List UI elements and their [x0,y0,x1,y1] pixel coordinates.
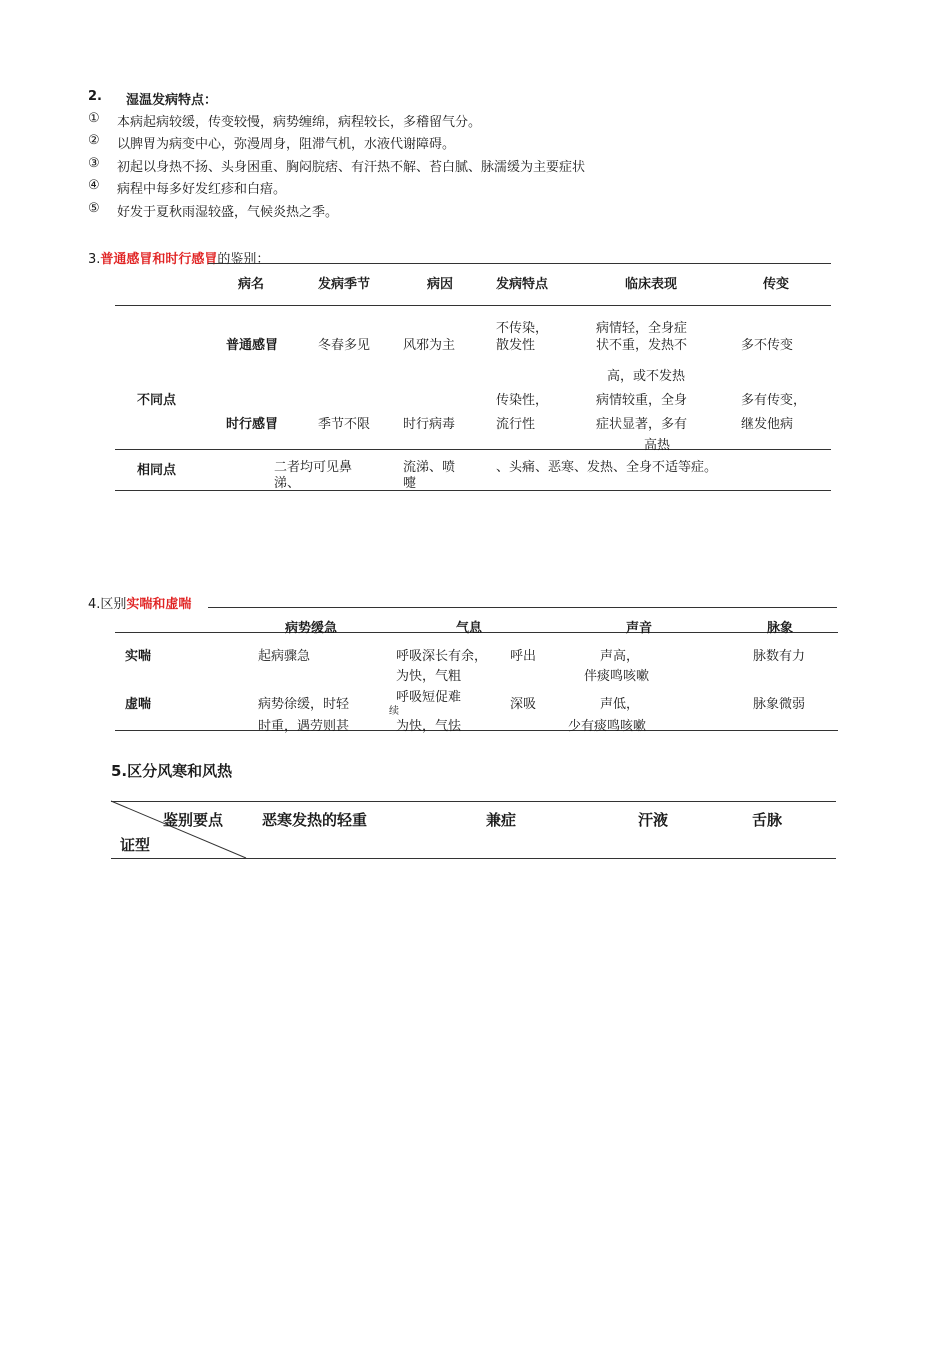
table3-middle-rule [115,449,831,450]
table3-cell: 、头痛、恶寒、发热、全身不适等症。 [496,460,718,475]
list-item-marker: ② [88,133,100,148]
table5-header: 汗液 [638,811,669,829]
table3-row-name: 普通感冒 [226,338,279,353]
list-item-marker: ⑤ [88,201,100,216]
table4-cell: 呼出 [510,649,537,664]
list-item: 病程中每多好发红疹和白瘖。 [117,182,287,197]
table3-header: 病因 [427,277,454,292]
table5-header: 恶寒发热的轻重 [262,811,368,829]
table4-header: 病势缓急 [285,621,338,636]
list-item: 初起以身热不扬、头身困重、胸闷脘痞、有汗热不解、苔白腻、脉濡缓为主要症状 [117,160,586,175]
table3-cell: 症状显著，多有 [596,417,688,432]
table4-cell: 伴痰鸣咳嗽 [584,669,650,684]
section2-number: 2. [88,89,102,104]
section4-title-plain: 区别 [100,597,127,612]
section3-title-highlight: 普通感冒和时行感冒 [100,252,218,267]
section5-title: 5.区分风寒和风热 [111,762,233,780]
list-item: 以脾胃为病变中心，弥漫周身，阻滞气机，水液代谢障碍。 [117,137,456,152]
table3-cell: 涕、 [274,476,301,491]
list-item-marker: ③ [88,156,100,171]
table4-row-name: 虚喘 [125,697,152,712]
section3-heading [88,248,269,267]
table4-cell: 为快，气粗 [396,669,462,684]
table3-cell: 二者均可见鼻 [274,460,353,475]
list-item: 好发于夏秋雨湿较盛，气候炎热之季。 [117,205,339,220]
table4-cell: 声低， [600,697,640,712]
table3-cell: 散发性 [496,338,536,353]
table4-cell: 呼吸短促难 [396,690,462,705]
table4-cell: 病势徐缓，时轻 [258,697,350,712]
table4-cell: 脉象微弱 [753,697,806,712]
table3-cell: 多不传变 [741,338,794,353]
section4-number: 4. [88,597,101,612]
list-item-marker: ① [88,111,100,126]
table4-row-name: 实喘 [125,649,152,664]
table3-bottom-rule [115,490,831,491]
section3-title-rest: 的鉴别： [217,252,270,267]
list-item: 本病起病较缓，传变较慢，病势缠绵，病程较长，多稽留气分。 [117,115,482,130]
table4-cell: 续 [389,706,399,717]
table4-cell: 脉数有力 [753,649,806,664]
table3-cell: 不传染， [496,321,549,336]
table3-cell: 季节不限 [318,417,371,432]
table4-cell: 深吸 [510,697,537,712]
table3-cell: 冬春多见 [318,338,371,353]
table5-corner-top: 鉴别要点 [163,811,224,829]
table3-header-rule [115,305,831,306]
table3-group-diff: 不同点 [137,393,177,408]
table3-header: 临床表现 [625,277,678,292]
table4-cell: 呼吸深长有余， [396,649,488,664]
table3-cell: 流涕、喷 [403,460,456,475]
table4-cell: 声高， [600,649,640,664]
table3-top-rule [208,263,831,264]
table4-cell: 少有痰鸣咳嗽 [568,719,647,734]
table3-cell: 嚏 [403,476,417,491]
table3-cell: 状不重，发热不 [596,338,688,353]
table3-cell: 流行性 [496,417,536,432]
table3-cell: 多有传变， [741,393,807,408]
table3-cell: 高，或不发热 [607,369,686,384]
section2-title: 湿温发病特点： [126,93,218,108]
table4-header-top-rule [208,607,837,608]
table4-header: 声音 [626,621,653,636]
table3-cell: 高热 [644,438,671,453]
table4-bottom-rule [115,730,838,731]
table3-cell: 风邪为主 [403,338,456,353]
table3-header: 病名 [238,277,265,292]
list-item-marker: ④ [88,178,100,193]
table3-cell: 继发他病 [741,417,794,432]
table4-cell: 为快，气怯 [396,719,462,734]
table3-group-same: 相同点 [137,463,177,478]
table4-cell: 起病骤急 [258,649,311,664]
table4-cell: 时重，遇劳则甚 [258,719,350,734]
table5-corner-bottom: 证型 [120,836,151,854]
table3-cell: 病情较重，全身 [596,393,688,408]
section3-number: 3. [88,252,101,267]
section4-title-highlight: 实喘和虚喘 [126,597,192,612]
table3-header: 发病季节 [318,277,371,292]
section4-heading [88,593,191,612]
table5-header: 兼症 [486,811,517,829]
table5-header: 舌脉 [752,811,783,829]
table3-cell: 病情轻，全身症 [596,321,688,336]
table4-header: 脉象 [767,621,794,636]
table3-cell: 传染性， [496,393,549,408]
table3-row-name: 时行感冒 [226,417,279,432]
table3-cell: 时行病毒 [403,417,456,432]
table4-header: 气息 [456,621,483,636]
table3-header: 传变 [763,277,790,292]
table3-header: 发病特点 [496,277,549,292]
